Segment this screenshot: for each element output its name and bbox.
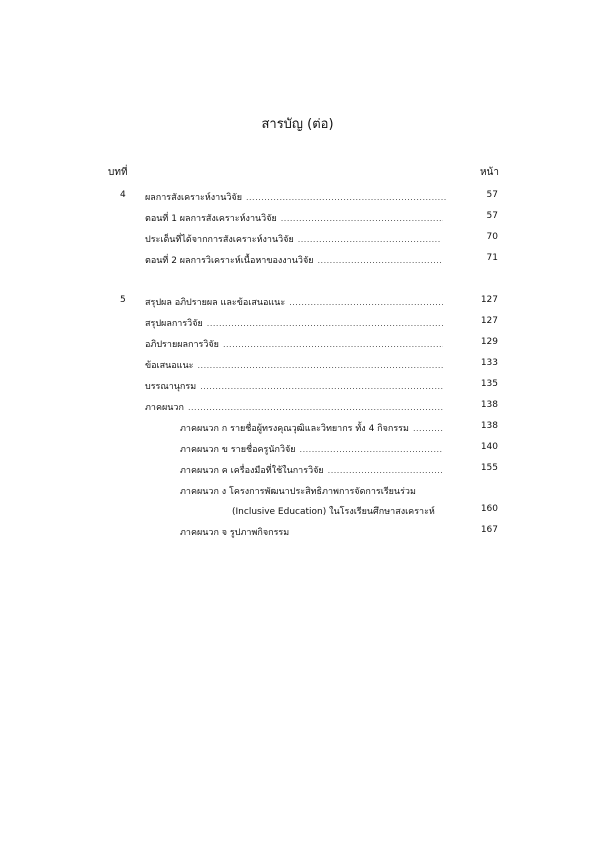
dot-leader	[318, 256, 442, 265]
toc-entry[interactable]	[145, 358, 447, 372]
toc-page-number: 70	[486, 232, 498, 242]
toc-entry-label: ภาคผนวก จ รูปภาพกิจกรรม	[180, 528, 290, 538]
toc-page-number: 138	[480, 421, 498, 431]
toc-entry-label: ผลการสังเคราะห์งานวิจัย	[145, 193, 242, 203]
toc-page-number: 140	[480, 442, 498, 452]
toc-page-number: 155	[480, 463, 498, 473]
toc-entry-label: ตอนที่ 1 ผลการสังเคราะห์งานวิจัย	[145, 214, 277, 224]
toc-entry-label: ตอนที่ 2 ผลการวิเคราะห์เนื้อหาของงานวิจัย	[145, 256, 314, 266]
toc-entry[interactable]	[145, 316, 447, 330]
toc-entry-label: บรรณานุกรม	[145, 382, 197, 392]
toc-entry[interactable]	[180, 421, 447, 435]
dot-leader	[223, 340, 443, 349]
toc-page-number: 71	[486, 253, 498, 263]
toc-entry[interactable]	[180, 484, 416, 498]
toc-entry-label: ภาคผนวก ก รายชื่อผู้ทรงคุณวุฒิและวิทยากร ทั้ง 4 กิจกรรม	[180, 424, 409, 434]
toc-entry[interactable]	[145, 253, 445, 267]
toc-page-number: 129	[480, 337, 498, 347]
dot-leader	[289, 298, 443, 307]
toc-entry[interactable]	[232, 504, 435, 518]
toc-entry[interactable]	[145, 190, 450, 204]
toc-entry-label: ภาคผนวก ข รายชื่อครูนักวิจัย	[180, 445, 296, 455]
dot-leader	[328, 466, 443, 475]
dot-leader	[298, 235, 441, 244]
dot-leader	[246, 193, 446, 202]
toc-entry[interactable]	[180, 463, 447, 477]
toc-page-number: 127	[480, 295, 498, 305]
toc-entry[interactable]	[145, 379, 447, 393]
toc-page-number: 57	[486, 190, 498, 200]
toc-page-number: 160	[480, 504, 498, 514]
toc-entry[interactable]	[180, 525, 289, 539]
toc-entry[interactable]	[145, 295, 447, 309]
dot-leader	[281, 214, 443, 223]
toc-entry-label: (Inclusive Education) ในโรงเรียนศึกษาสงเคราะห์	[232, 507, 435, 517]
dot-leader	[188, 403, 443, 412]
chapter-column-header: บทที่	[108, 167, 128, 178]
toc-page-number: 135	[480, 379, 498, 389]
toc-entry[interactable]	[145, 400, 447, 414]
dot-leader	[413, 424, 443, 433]
toc-entry[interactable]	[145, 337, 447, 351]
toc-entry-label: ข้อเสนอแนะ	[145, 361, 194, 371]
dot-leader	[197, 361, 443, 370]
chapter-number: 4	[120, 190, 126, 200]
toc-page-number: 138	[480, 400, 498, 410]
toc-entry-label: สรุปผล อภิปรายผล และข้อเสนอแนะ	[145, 298, 286, 308]
toc-entry[interactable]	[145, 211, 447, 225]
toc-entry-label: ภาคผนวก	[145, 403, 184, 413]
toc-entry-label: อภิปรายผลการวิจัย	[145, 340, 219, 350]
page-title: สารบัญ (ต่อ)	[261, 117, 334, 132]
dot-leader	[207, 319, 443, 328]
toc-page-number: 167	[480, 525, 498, 535]
toc-entry[interactable]	[145, 232, 445, 246]
chapter-number: 5	[120, 295, 126, 305]
toc-entry-label: ภาคผนวก ค เครื่องมือที่ใช้ในการวิจัย	[180, 466, 324, 476]
toc-page-number: 57	[486, 211, 498, 221]
toc-page-number: 133	[480, 358, 498, 368]
toc-entry-label: ประเด็นที่ได้จากการสังเคราะห์งานวิจัย	[145, 235, 294, 245]
page-column-header: หน้า	[479, 167, 499, 178]
toc-entry-label: สรุปผลการวิจัย	[145, 319, 203, 329]
toc-entry[interactable]	[180, 442, 447, 456]
toc-page-number: 127	[480, 316, 498, 326]
dot-leader	[200, 382, 443, 391]
toc-entry-label: ภาคผนวก ง โครงการพัฒนาประสิทธิภาพการจัดการเรียนร่วม	[180, 487, 416, 497]
dot-leader	[300, 445, 443, 454]
